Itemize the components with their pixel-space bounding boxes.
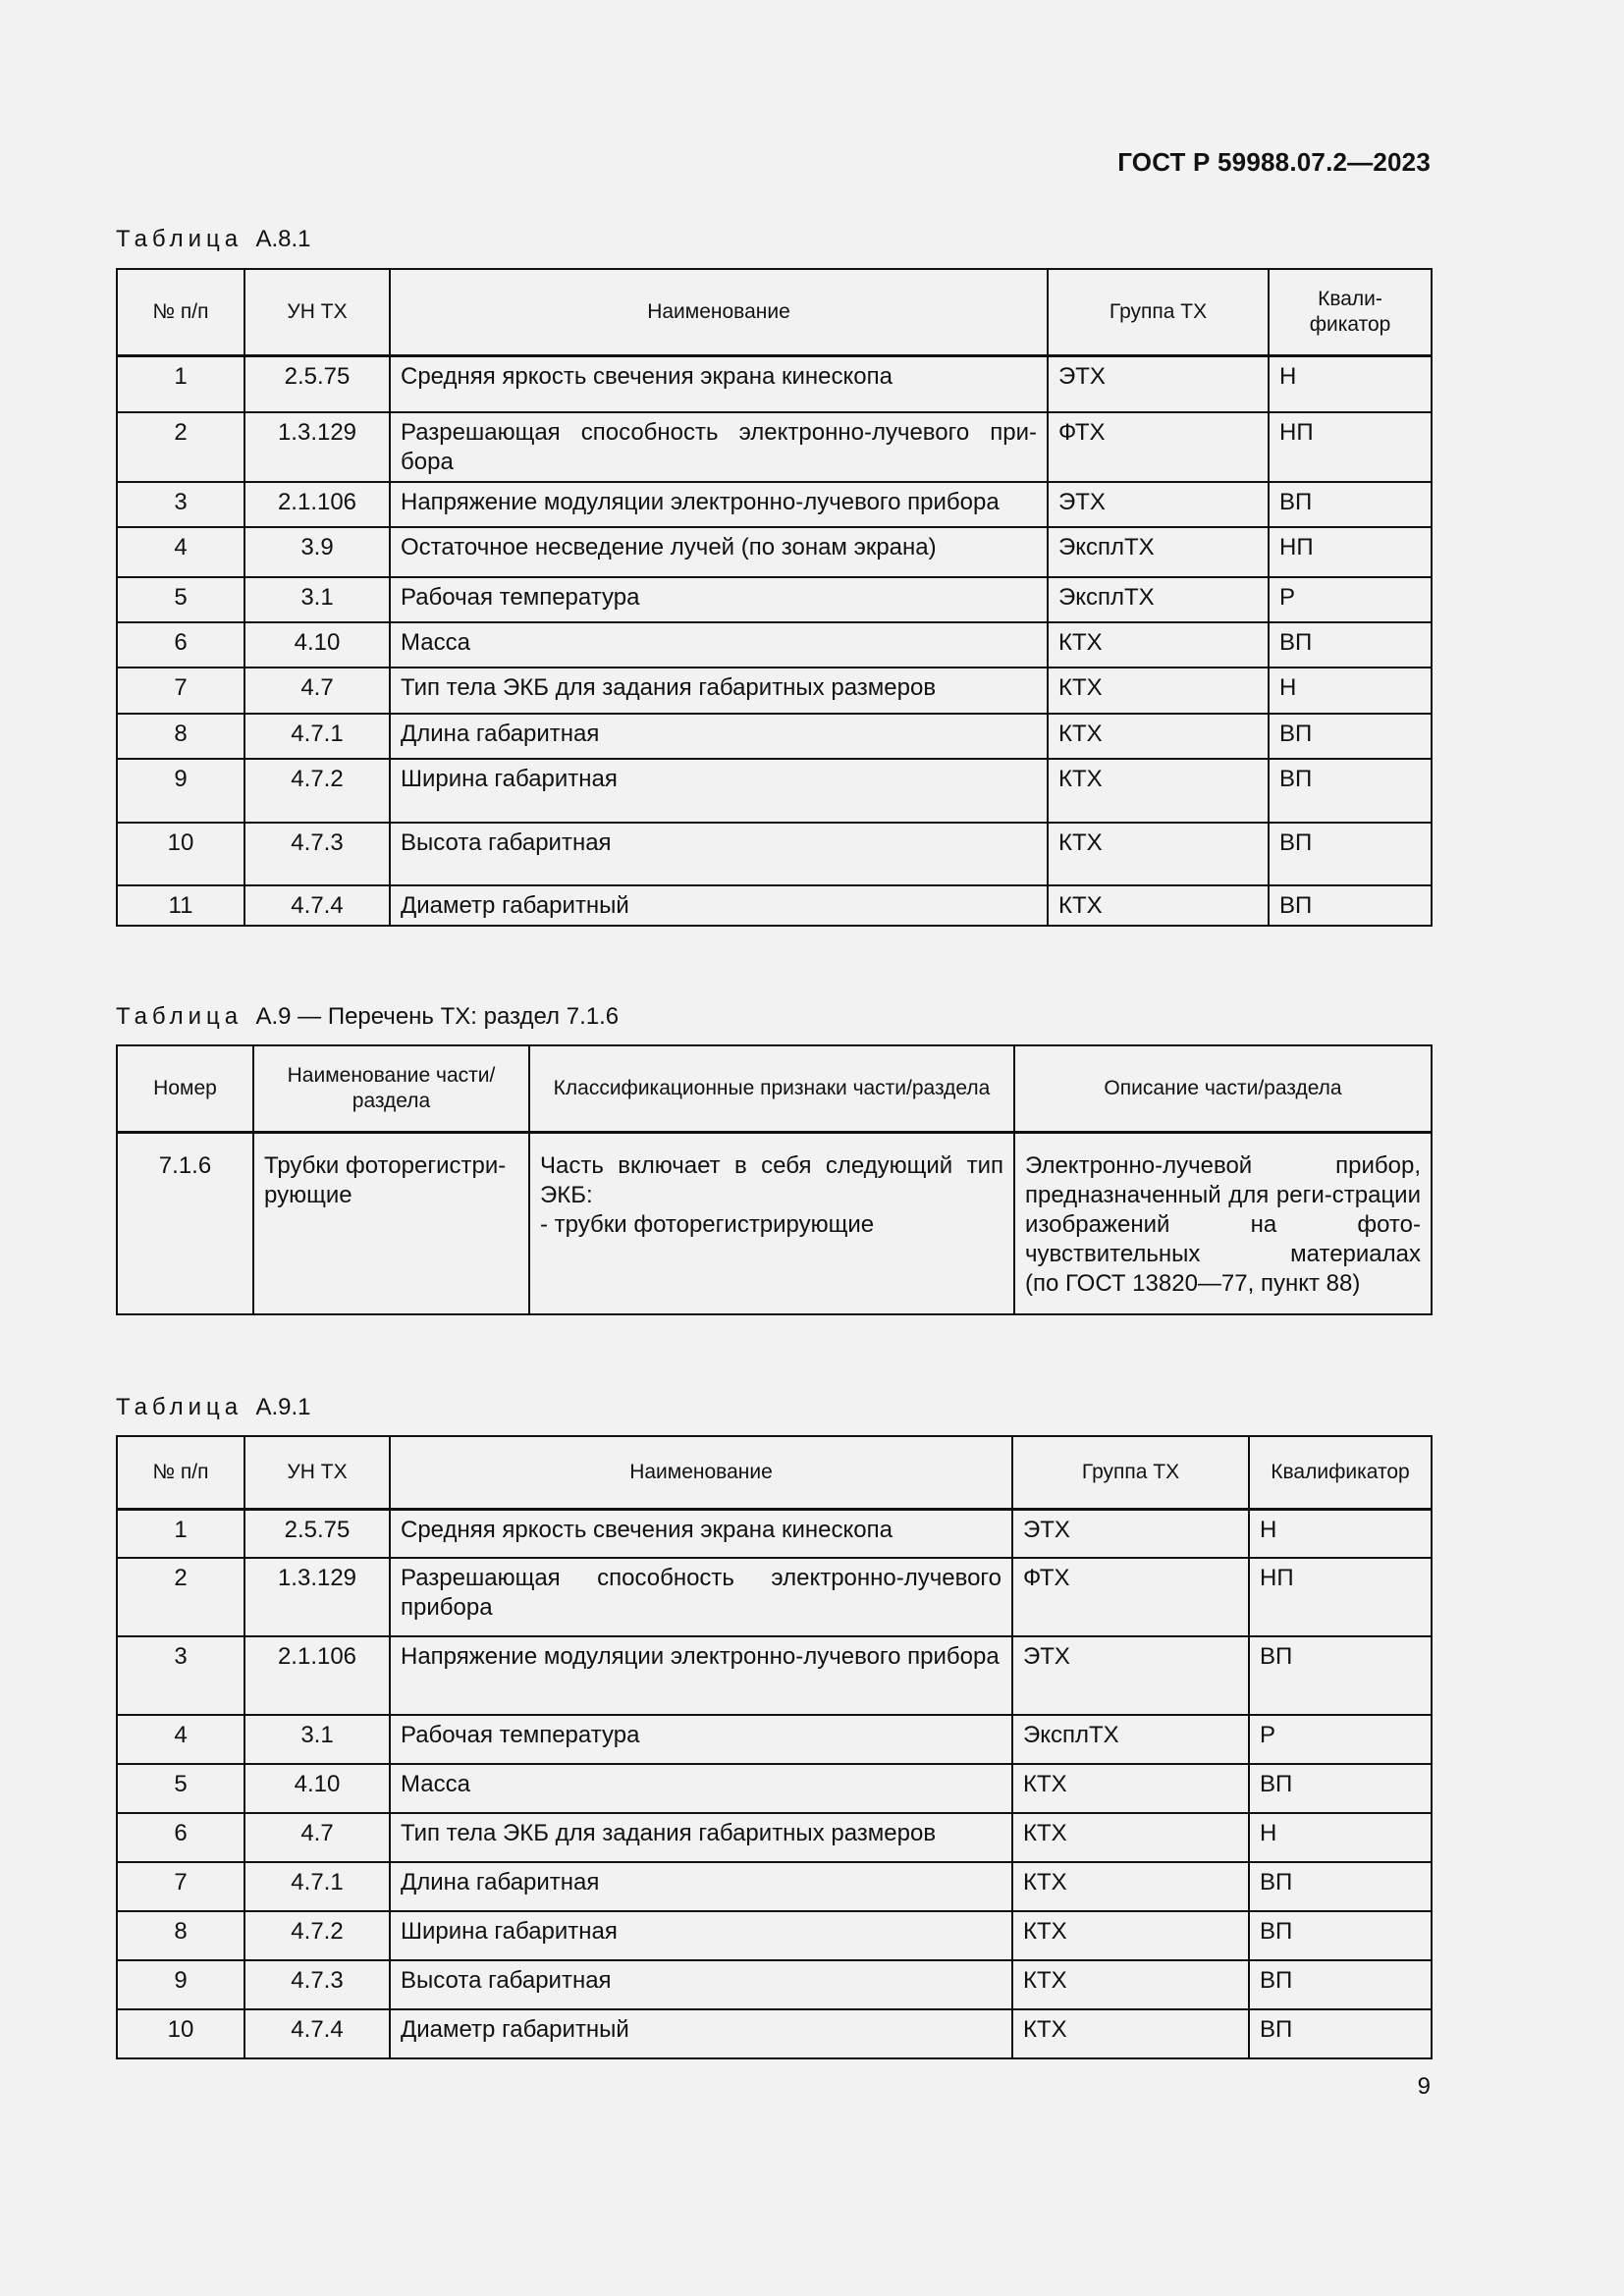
cell-code: 4.10	[244, 1764, 390, 1813]
cell-qualifier: ВП	[1269, 714, 1432, 759]
cell-qualifier: Н	[1249, 1813, 1432, 1862]
cell-index: 6	[117, 622, 244, 667]
table-row	[117, 622, 1432, 667]
cell-index: 4	[117, 527, 244, 577]
table-row	[117, 759, 1432, 823]
cell-code: 4.10	[244, 622, 390, 667]
cell-number: 7.1.6	[117, 1132, 253, 1314]
cell-qualifier: ВП	[1249, 2009, 1432, 2058]
cell-group: ФТХ	[1012, 1558, 1249, 1636]
cell-index: 2	[117, 412, 244, 482]
cell-name: Остаточное несведение лучей (по зонам экрана)	[390, 527, 1048, 577]
caption-rest: А.9.1	[255, 1394, 311, 1420]
cell-group: КТХ	[1048, 667, 1269, 714]
table-a81-header-row	[117, 269, 1432, 355]
cell-qualifier: ВП	[1269, 885, 1432, 926]
cell-description	[1014, 1132, 1432, 1314]
cell-code: 4.7	[244, 1813, 390, 1862]
cell-code: 4.7.4	[244, 885, 390, 926]
cell-qualifier: ВП	[1269, 823, 1432, 885]
column-header: Описание части/раздела	[1014, 1045, 1432, 1132]
cell-index: 11	[117, 885, 244, 926]
cell-group: КТХ	[1048, 714, 1269, 759]
cell-name: Масса	[390, 1764, 1012, 1813]
document-number: ГОСТ Р 59988.07.2—2023	[1117, 147, 1431, 177]
cell-qualifier: Н	[1269, 355, 1432, 412]
cell-index: 5	[117, 1764, 244, 1813]
cell-code: 4.7.1	[244, 1862, 390, 1911]
cell-code: 2.5.75	[244, 1509, 390, 1558]
cell-name: Диаметр габаритный	[390, 2009, 1012, 2058]
table-a91-caption	[116, 1394, 311, 1421]
cell-name: Тип тела ЭКБ для задания габаритных размеров	[390, 667, 1048, 714]
cell-group: КТХ	[1048, 622, 1269, 667]
column-header: Классификационные признаки части/раздела	[529, 1045, 1014, 1132]
cell-index: 1	[117, 355, 244, 412]
cell-group: КТХ	[1012, 1862, 1249, 1911]
cell-qualifier: Р	[1249, 1715, 1432, 1764]
cell-name: Масса	[390, 622, 1048, 667]
cell-qualifier: НП	[1249, 1558, 1432, 1636]
cell-qualifier: НП	[1269, 412, 1432, 482]
cell-group: ЭксплТХ	[1048, 527, 1269, 577]
cell-index: 8	[117, 1911, 244, 1960]
table-row	[117, 577, 1432, 622]
column-header: УН ТХ	[244, 269, 390, 355]
table-row	[117, 1636, 1432, 1715]
cell-group: КТХ	[1012, 2009, 1249, 2058]
page-number: 9	[1417, 2073, 1431, 2100]
cell-group: КТХ	[1012, 1960, 1249, 2009]
cell-code: 4.7.3	[244, 823, 390, 885]
cell-code: 4.7.2	[244, 759, 390, 823]
table-a91-header-row	[117, 1436, 1432, 1509]
cell-qualifier: ВП	[1249, 1862, 1432, 1911]
cell-index: 2	[117, 1558, 244, 1636]
cell-qualifier: ВП	[1249, 1636, 1432, 1715]
table-row	[117, 1509, 1432, 1558]
cell-index: 8	[117, 714, 244, 759]
cell-name: Тип тела ЭКБ для задания габаритных размеров	[390, 1813, 1012, 1862]
column-header: № п/п	[117, 1436, 244, 1509]
cell-group: ЭТХ	[1048, 482, 1269, 527]
cell-group: КТХ	[1012, 1911, 1249, 1960]
cell-qualifier: Р	[1269, 577, 1432, 622]
table-a81	[116, 268, 1433, 927]
column-header: Наименование части/ раздела	[253, 1045, 529, 1132]
table-row	[117, 482, 1432, 527]
table-row	[117, 1715, 1432, 1764]
table-row	[117, 412, 1432, 482]
table-row	[117, 667, 1432, 714]
description-text: Электронно-лучевой прибор, предназначенный для реги-страции изображений на фото-чувствительных материалах	[1025, 1151, 1421, 1267]
cell-group: КТХ	[1048, 759, 1269, 823]
cell-group: ЭксплТХ	[1012, 1715, 1249, 1764]
cell-name: Разрешающая способность электронно-лучевого прибора	[390, 1558, 1012, 1636]
cell-qualifier: ВП	[1249, 1960, 1432, 2009]
cell-name: Рабочая температура	[390, 1715, 1012, 1764]
cell-qualifier: ВП	[1269, 622, 1432, 667]
table-row	[117, 1764, 1432, 1813]
cell-group: КТХ	[1012, 1764, 1249, 1813]
cell-group: ЭТХ	[1048, 355, 1269, 412]
cell-group: КТХ	[1048, 823, 1269, 885]
cell-code: 4.7.1	[244, 714, 390, 759]
table-row	[117, 1558, 1432, 1636]
column-header: Группа ТХ	[1048, 269, 1269, 355]
cell-name: Средняя яркость свечения экрана кинескопа	[390, 355, 1048, 412]
table-a91	[116, 1435, 1433, 2059]
cell-index: 1	[117, 1509, 244, 1558]
cell-name: Высота габаритная	[390, 1960, 1012, 2009]
cell-qualifier: Н	[1269, 667, 1432, 714]
cell-qualifier: ВП	[1249, 1764, 1432, 1813]
cell-name: Длина габаритная	[390, 1862, 1012, 1911]
cell-qualifier: ВП	[1249, 1911, 1432, 1960]
cell-code: 4.7.4	[244, 2009, 390, 2058]
cell-group: ЭТХ	[1012, 1636, 1249, 1715]
column-header: Квалификатор	[1249, 1436, 1432, 1509]
description-ref: (по ГОСТ 13820—77, пункт 88)	[1025, 1269, 1361, 1297]
cell-code: 3.1	[244, 1715, 390, 1764]
table-row	[117, 714, 1432, 759]
caption-rest: А.8.1	[255, 226, 311, 252]
caption-word: Таблица	[116, 1003, 244, 1030]
caption-word: Таблица	[116, 1394, 244, 1420]
features-line: Часть включает в себя следующий тип ЭКБ:	[540, 1151, 1003, 1208]
table-a9-caption	[116, 1003, 619, 1031]
cell-name: Напряжение модуляции электронно-лучевого прибора	[390, 482, 1048, 527]
cell-qualifier: Н	[1249, 1509, 1432, 1558]
table-row	[117, 1132, 1432, 1314]
cell-name: Ширина габаритная	[390, 1911, 1012, 1960]
cell-qualifier: НП	[1269, 527, 1432, 577]
cell-index: 10	[117, 823, 244, 885]
cell-index: 3	[117, 1636, 244, 1715]
column-header: № п/п	[117, 269, 244, 355]
cell-index: 4	[117, 1715, 244, 1764]
column-header: Номер	[117, 1045, 253, 1132]
table-row	[117, 527, 1432, 577]
cell-index: 7	[117, 667, 244, 714]
table-row	[117, 1862, 1432, 1911]
cell-name: Длина габаритная	[390, 714, 1048, 759]
cell-features	[529, 1132, 1014, 1314]
cell-index: 5	[117, 577, 244, 622]
cell-code: 1.3.129	[244, 412, 390, 482]
cell-name: Диаметр габаритный	[390, 885, 1048, 926]
caption-rest: А.9 — Перечень ТХ: раздел 7.1.6	[255, 1003, 620, 1030]
cell-name: Трубки фоторегистри-рующие	[253, 1132, 529, 1314]
cell-code: 2.1.106	[244, 482, 390, 527]
table-row	[117, 1960, 1432, 2009]
caption-word: Таблица	[116, 226, 244, 252]
cell-name: Высота габаритная	[390, 823, 1048, 885]
cell-name: Разрешающая способность электронно-лучевого при-бора	[390, 412, 1048, 482]
cell-qualifier: ВП	[1269, 482, 1432, 527]
cell-index: 7	[117, 1862, 244, 1911]
table-row	[117, 1911, 1432, 1960]
cell-code: 2.5.75	[244, 355, 390, 412]
cell-code: 4.7	[244, 667, 390, 714]
cell-group: ЭксплТХ	[1048, 577, 1269, 622]
cell-code: 2.1.106	[244, 1636, 390, 1715]
cell-code: 3.9	[244, 527, 390, 577]
table-a81-caption	[116, 226, 311, 253]
cell-index: 3	[117, 482, 244, 527]
column-header: Наименование	[390, 269, 1048, 355]
cell-code: 3.1	[244, 577, 390, 622]
cell-code: 4.7.3	[244, 1960, 390, 2009]
column-header: Квали-фикатор	[1269, 269, 1432, 355]
cell-index: 6	[117, 1813, 244, 1862]
cell-code: 1.3.129	[244, 1558, 390, 1636]
table-a9-header-row	[117, 1045, 1432, 1132]
cell-qualifier: ВП	[1269, 759, 1432, 823]
cell-group: ФТХ	[1048, 412, 1269, 482]
table-a9	[116, 1044, 1433, 1315]
table-row	[117, 1813, 1432, 1862]
cell-name: Ширина габаритная	[390, 759, 1048, 823]
cell-index: 10	[117, 2009, 244, 2058]
cell-name: Напряжение модуляции электронно-лучевого прибора	[390, 1636, 1012, 1715]
column-header: Наименование	[390, 1436, 1012, 1509]
column-header: УН ТХ	[244, 1436, 390, 1509]
cell-code: 4.7.2	[244, 1911, 390, 1960]
cell-group: КТХ	[1012, 1813, 1249, 1862]
column-header: Группа ТХ	[1012, 1436, 1249, 1509]
features-line: - трубки фоторегистрирующие	[540, 1210, 875, 1238]
cell-index: 9	[117, 1960, 244, 2009]
cell-name: Рабочая температура	[390, 577, 1048, 622]
cell-group: ЭТХ	[1012, 1509, 1249, 1558]
table-row	[117, 2009, 1432, 2058]
table-row	[117, 355, 1432, 412]
cell-name: Средняя яркость свечения экрана кинескопа	[390, 1509, 1012, 1558]
cell-index: 9	[117, 759, 244, 823]
table-row	[117, 823, 1432, 885]
cell-group: КТХ	[1048, 885, 1269, 926]
table-row	[117, 885, 1432, 926]
